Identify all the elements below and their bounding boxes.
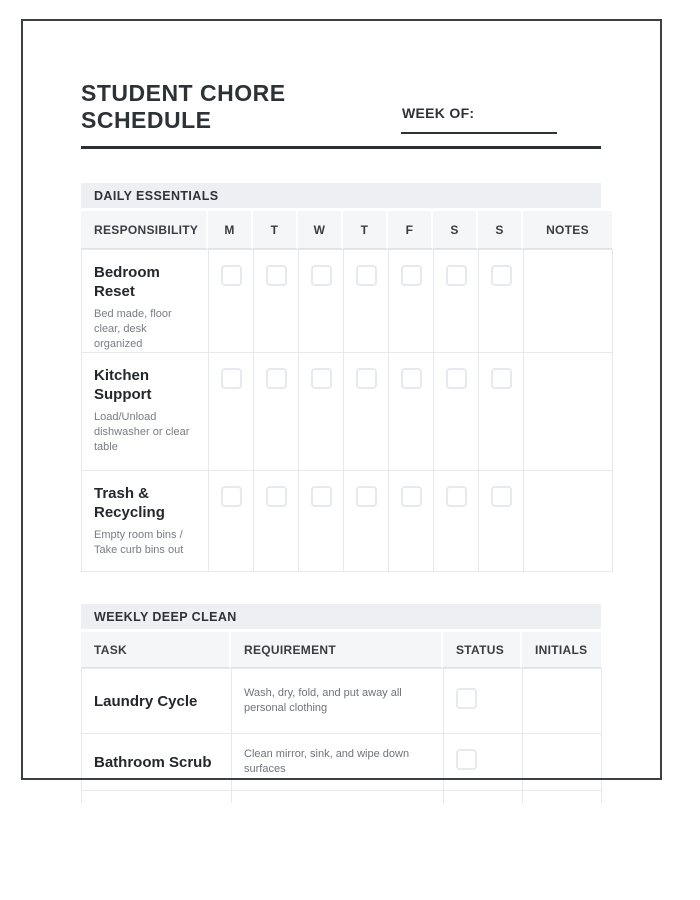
- status-cell: [444, 734, 523, 791]
- day-cell: [254, 353, 299, 471]
- day-checkbox[interactable]: [491, 265, 512, 286]
- task-name: Trash & Recycling: [94, 485, 165, 521]
- task-cell: [82, 669, 232, 734]
- initials-cell: [523, 791, 602, 804]
- header-divider: [81, 146, 601, 149]
- column-header-tuesday: T: [253, 211, 298, 249]
- column-header-responsibility: RESPONSIBILITY: [81, 211, 208, 249]
- notes-cell: [524, 250, 613, 353]
- column-header-wednesday: W: [298, 211, 343, 249]
- day-cell: [434, 471, 479, 572]
- day-cell: [254, 471, 299, 572]
- notes-cell: [524, 471, 613, 572]
- day-checkbox[interactable]: [356, 265, 377, 286]
- day-checkbox[interactable]: [401, 368, 422, 389]
- task-name: Bedroom Reset: [94, 264, 160, 300]
- column-header-initials: INITIALS: [522, 632, 601, 668]
- column-header-requirement: REQUIREMENT: [231, 632, 443, 668]
- day-cell: [389, 250, 434, 353]
- task-cell: [82, 791, 232, 804]
- day-cell: [344, 353, 389, 471]
- day-cell: [479, 471, 524, 572]
- column-header-monday: M: [208, 211, 253, 249]
- day-checkbox[interactable]: [266, 265, 287, 286]
- task-name: Laundry Cycle: [94, 692, 198, 710]
- column-header-saturday: S: [433, 211, 478, 249]
- weekly-section-title: WEEKLY DEEP CLEAN: [94, 609, 237, 624]
- day-cell: [434, 250, 479, 353]
- day-checkbox[interactable]: [491, 368, 512, 389]
- day-checkbox[interactable]: [311, 368, 332, 389]
- initials-cell: [523, 734, 602, 791]
- day-checkbox[interactable]: [311, 265, 332, 286]
- day-checkbox[interactable]: [356, 486, 377, 507]
- day-checkbox[interactable]: [356, 368, 377, 389]
- day-cell: [344, 250, 389, 353]
- task-cell: [82, 734, 232, 791]
- table-row: [82, 471, 613, 572]
- day-cell: [254, 250, 299, 353]
- day-checkbox[interactable]: [401, 486, 422, 507]
- day-checkbox[interactable]: [446, 486, 467, 507]
- day-checkbox[interactable]: [311, 486, 332, 507]
- column-header-sunday: S: [478, 211, 523, 249]
- weekly-table-header: [81, 632, 601, 668]
- week-of-label: WEEK OF:: [402, 105, 475, 121]
- day-checkbox[interactable]: [401, 265, 422, 286]
- task-name: Kitchen Support: [94, 367, 152, 403]
- day-cell: [299, 471, 344, 572]
- day-checkbox[interactable]: [266, 368, 287, 389]
- day-checkbox[interactable]: [221, 486, 242, 507]
- day-checkbox[interactable]: [491, 486, 512, 507]
- day-checkbox[interactable]: [266, 486, 287, 507]
- column-header-friday: F: [388, 211, 433, 249]
- day-cell: [389, 471, 434, 572]
- column-header-status: STATUS: [443, 632, 522, 668]
- day-checkbox[interactable]: [446, 368, 467, 389]
- task-description: Empty room bins / Take curb bins out: [94, 529, 184, 556]
- weekly-deep-clean-table: [81, 668, 602, 803]
- day-cell: [299, 353, 344, 471]
- task-cell: [82, 353, 209, 471]
- column-header-thursday: T: [343, 211, 388, 249]
- requirement-cell: Clean mirror, sink, and wipe down surfaces: [232, 734, 444, 791]
- table-row: [82, 669, 602, 734]
- column-header-notes: NOTES: [523, 211, 612, 249]
- day-checkbox[interactable]: [221, 265, 242, 286]
- column-header-task: TASK: [81, 632, 231, 668]
- day-cell: [479, 250, 524, 353]
- day-cell: [209, 471, 254, 572]
- task-cell: [82, 471, 209, 572]
- weekly-deep-clean-section-header: [81, 604, 601, 629]
- day-cell: [344, 471, 389, 572]
- status-checkbox[interactable]: [456, 688, 477, 709]
- day-cell: [209, 353, 254, 471]
- day-cell: [299, 250, 344, 353]
- table-row: [82, 791, 602, 804]
- daily-essentials-section-header: [81, 183, 601, 208]
- table-row: [82, 734, 602, 791]
- requirement-cell: [232, 791, 444, 804]
- day-cell: [389, 353, 434, 471]
- page-title: STUDENT CHORE SCHEDULE: [81, 80, 286, 133]
- daily-essentials-table: [81, 249, 613, 572]
- day-cell: [209, 250, 254, 353]
- status-cell: [444, 791, 523, 804]
- task-description: Bed made, floor clear, desk organized: [94, 308, 172, 350]
- task-description: Load/Unload dishwasher or clear table: [94, 411, 190, 453]
- requirement-cell: Wash, dry, fold, and put away all personal clothing: [232, 669, 444, 734]
- task-cell: [82, 250, 209, 353]
- table-row: [82, 250, 613, 353]
- daily-section-title: DAILY ESSENTIALS: [94, 188, 219, 203]
- status-cell: [444, 669, 523, 734]
- task-name: Bathroom Scrub: [94, 753, 212, 771]
- notes-cell: [524, 353, 613, 471]
- day-checkbox[interactable]: [446, 265, 467, 286]
- daily-table-header: [81, 211, 612, 249]
- table-row: [82, 353, 613, 471]
- day-cell: [434, 353, 479, 471]
- day-checkbox[interactable]: [221, 368, 242, 389]
- day-cell: [479, 353, 524, 471]
- week-of-blank-line[interactable]: [401, 132, 557, 134]
- status-checkbox[interactable]: [456, 749, 477, 770]
- initials-cell: [523, 669, 602, 734]
